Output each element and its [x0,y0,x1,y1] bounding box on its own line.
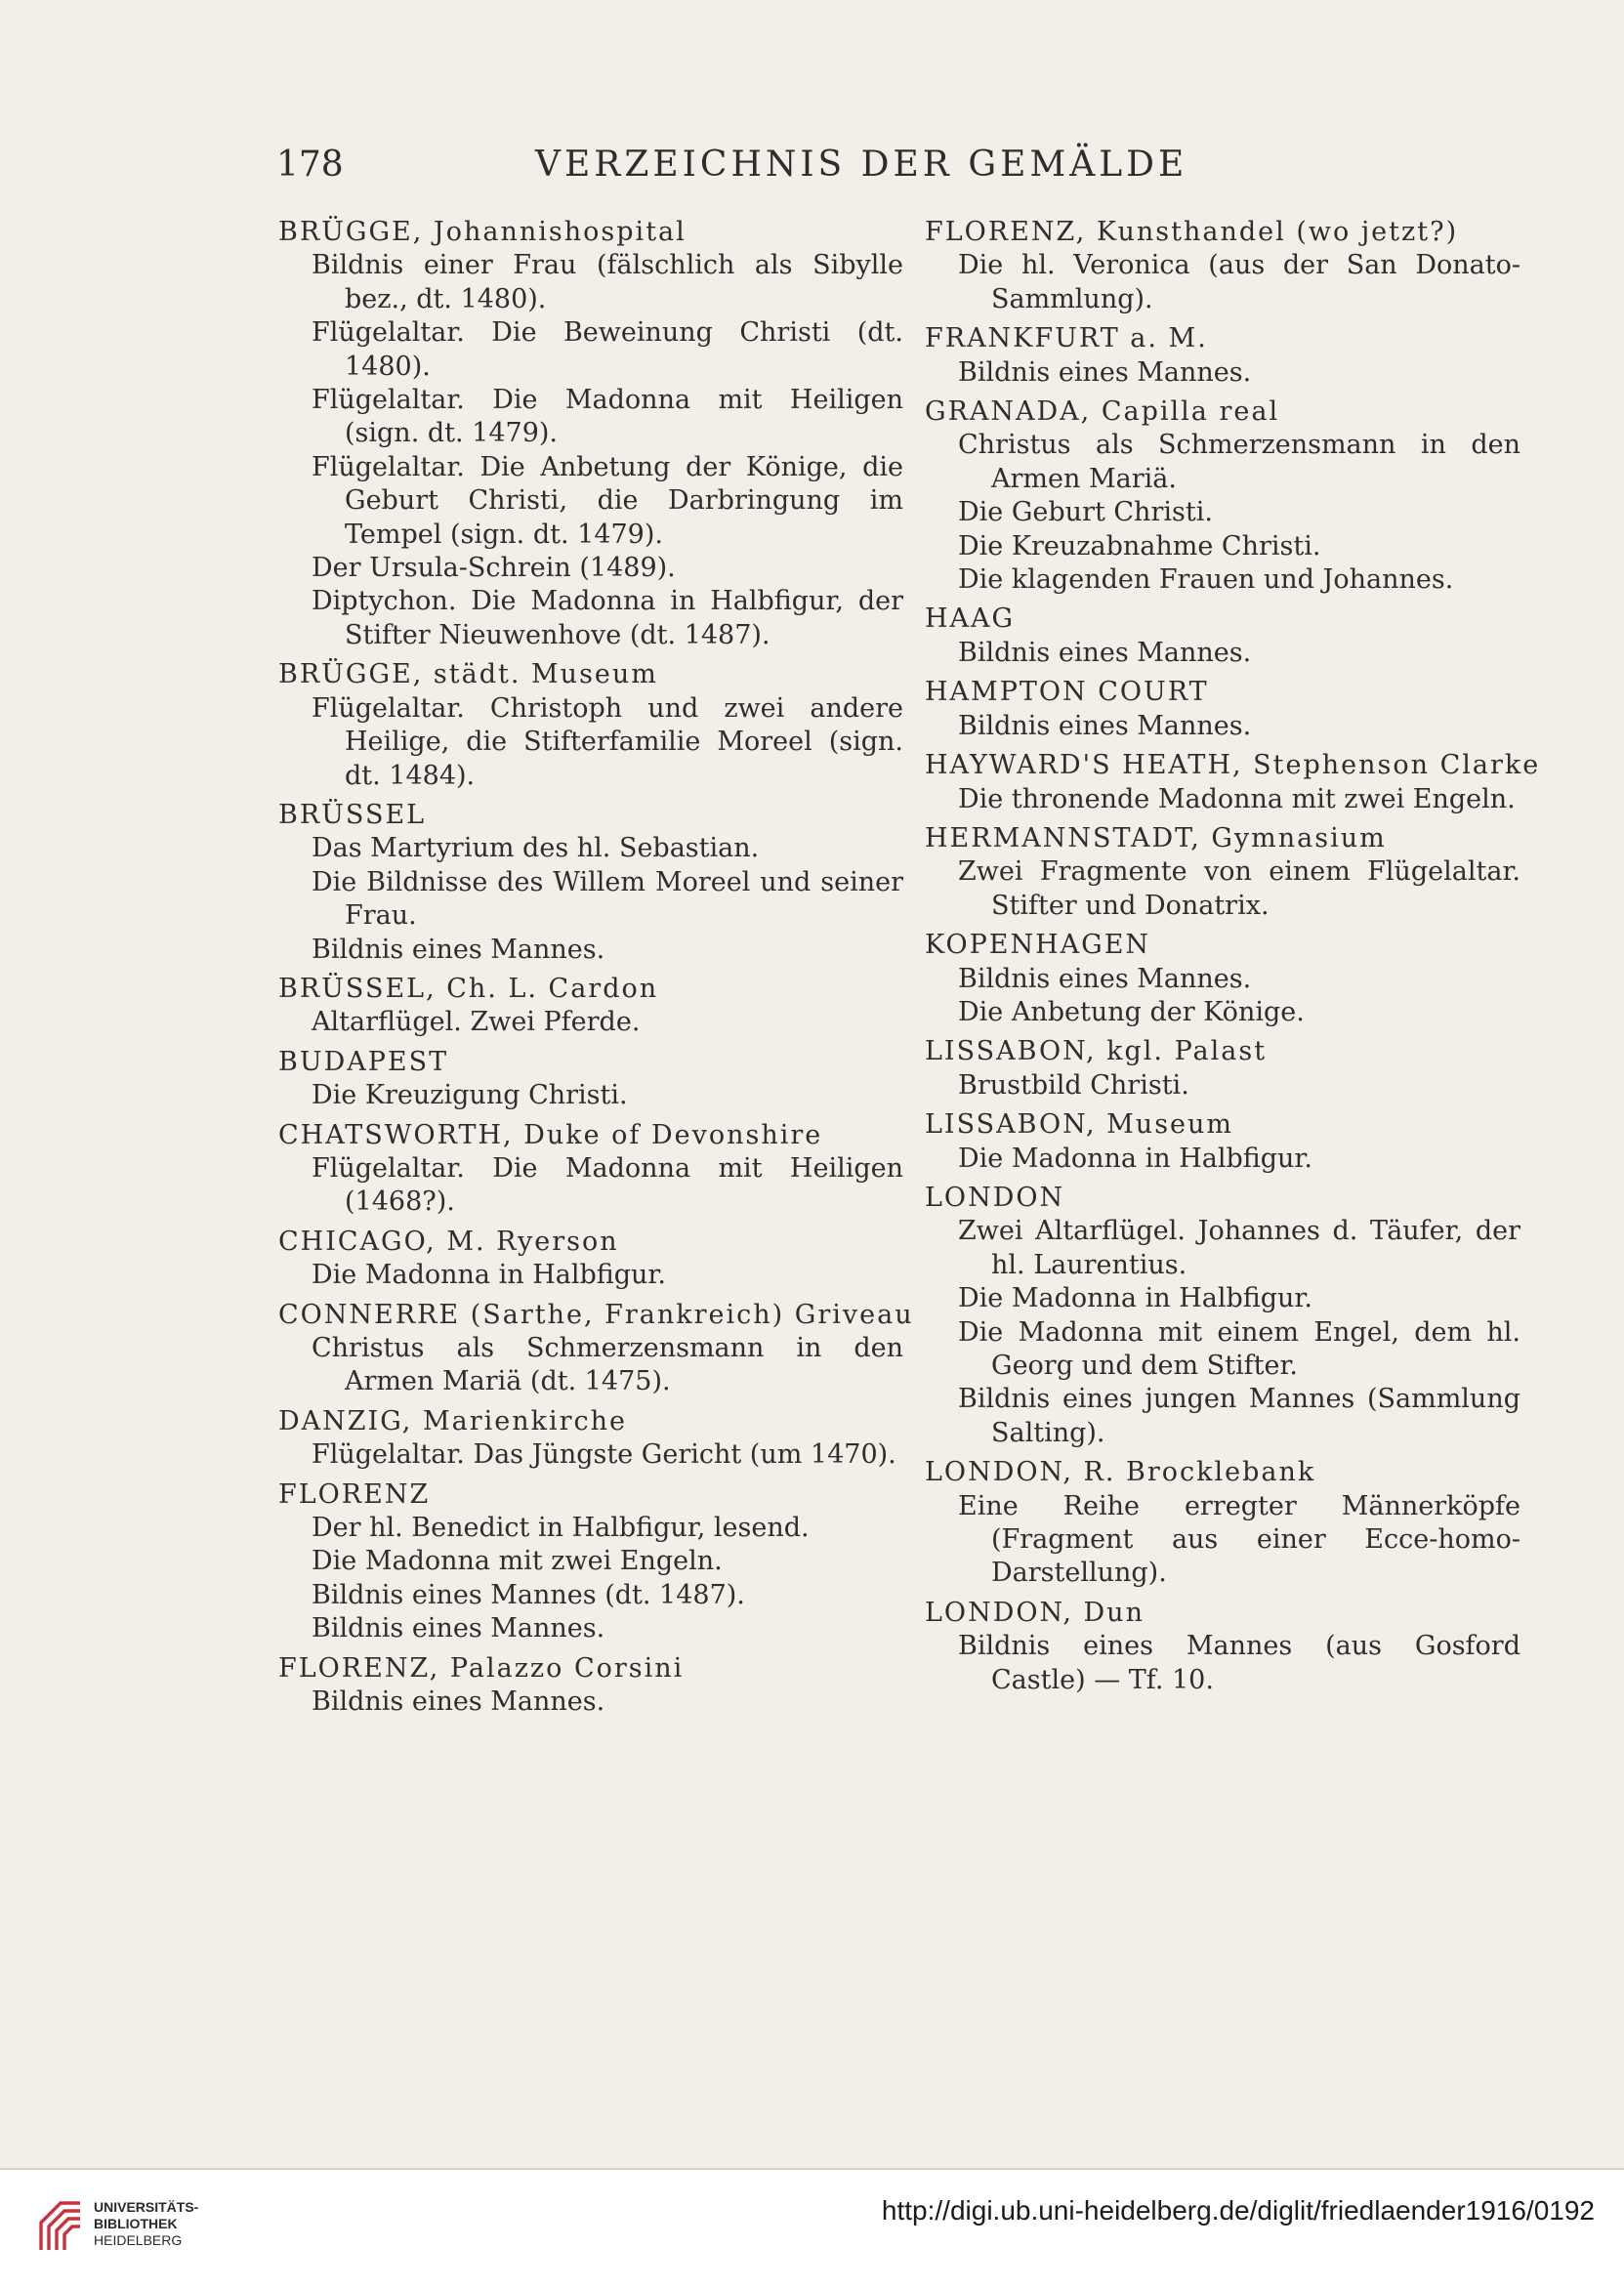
painting-entry: Zwei Altarflügel. Johannes d. Täufer, der hl. Laurentius. [958,1216,1520,1280]
place-heading: FLORENZ [278,1478,431,1510]
painting-entry: Bildnis eines Mannes. [958,963,1252,994]
index-entry [925,749,1541,816]
painting-entry: Die Anbetung der Könige. [958,996,1305,1027]
place-heading: FLORENZ, Palazzo Corsini [278,1652,685,1684]
source-url-link[interactable]: http://digi.ub.uni-heidelberg.de/diglit/friedlaender1916/0192 [881,2195,1595,2226]
index-entry [925,322,1520,390]
index-entry [925,1597,1520,1697]
place-heading: DANZIG, Marienkirche [278,1405,628,1436]
painting-entry: Flügelaltar. Die Madonna mit Heiligen (1468?). [312,1152,903,1218]
painting-entry: Bildnis eines Mannes. [312,1686,605,1718]
index-entry [925,676,1520,743]
library-name-line2: BIBLIOTHEK [94,2216,178,2231]
place-heading: KOPENHAGEN [925,930,1151,961]
painting-entry: Bildnis eines Mannes. [312,934,605,965]
painting-entry: Bildnis eines Mannes. [958,710,1252,741]
place-heading: BRÜGGE, Johannishospital [278,217,687,247]
place-heading: BRÜGGE, städt. Museum [278,659,658,690]
index-entry [278,1478,903,1646]
painting-entry: Die thronende Madonna mit zwei Engeln. [958,783,1516,814]
painting-entry: Brustbild Christi. [958,1069,1189,1101]
painting-entry: Bildnis einer Frau (fälschlich als Sibylle bez., dt. 1480). [312,250,903,314]
painting-entry: Das Martyrium des hl. Sebastian. [312,833,760,864]
index-entry [925,822,1520,923]
painting-entry: Altarflügel. Zwei Pferde. [312,1007,641,1038]
painting-entry: Der Ursula-Schrein (1489). [312,553,676,584]
place-heading: CONNERRE (Sarthe, Frankreich) Griveau [278,1299,914,1330]
ub-heidelberg-logo-icon[interactable] [35,2193,86,2256]
painting-entry: Eine Reihe erregter Männerköpfe (Fragment aus einer Ecce-homo-Darstellung). [958,1490,1520,1589]
painting-entry: Die Madonna in Halbfigur. [958,1143,1312,1174]
painting-entry: Flügelaltar. Die Anbetung der Könige, die Geburt Christi, die Darbringung im Tempel (sign. dt. 1479). [312,451,903,550]
painting-entry: Die Madonna mit zwei Engeln. [312,1546,723,1577]
place-heading: CHATSWORTH, Duke of Devonshire [278,1119,823,1150]
painting-entry: Bildnis eines Mannes. [312,1613,605,1644]
index-entry [925,929,1520,1029]
page-number: 178 [276,145,344,185]
index-entry [278,799,903,967]
place-heading: HERMANNSTADT, Gymnasium [925,822,1387,853]
index-entry [278,973,903,1040]
painting-entry: Flügelaltar. Die Madonna mit Heiligen (sign. dt. 1479). [312,385,903,449]
library-name-line3: HEIDELBERG [94,2232,183,2248]
painting-entry: Der hl. Benedict in Halbfigur, lesend. [312,1513,810,1544]
index-entry [925,216,1520,316]
painting-entry: Bildnis eines Mannes. [958,356,1252,388]
library-name[interactable] [94,2199,198,2249]
painting-entry: Die Madonna in Halbfigur. [312,1260,666,1291]
index-entry [925,603,1520,670]
page-title: VERZEICHNIS DER GEMÄLDE [535,145,1188,185]
index-entry [278,1046,903,1113]
painting-entry: Christus als Schmerzensmann in den Armen Mariä. [958,430,1520,494]
painting-entry: Die hl. Veronica (aus der San Donato-Sammlung). [958,250,1520,314]
place-heading: LISSABON, kgl. Palast [925,1036,1268,1067]
painting-entry: Bildnis eines Mannes (aus Gosford Castle) — Tf. 10. [958,1631,1520,1695]
place-heading: LONDON, R. Brocklebank [925,1457,1316,1488]
index-entry [278,1226,903,1293]
painting-entry: Flügelaltar. Christoph und zwei andere Heilige, die Stifterfamilie Moreel (sign. dt. 1484). [312,692,903,791]
index-entry [278,1119,903,1220]
painting-entry: Die Geburt Christi. [958,497,1213,528]
index-entry [278,1299,914,1399]
place-heading: FLORENZ, Kunsthandel (wo jetzt?) [925,217,1459,247]
painting-entry: Die Bildnisse des Willem Moreel und seiner Frau. [312,866,903,932]
index-entry [925,1035,1520,1103]
place-heading: HAMPTON COURT [925,677,1209,708]
page-header [276,145,1312,193]
place-heading: CHICAGO, M. Ryerson [278,1226,619,1257]
place-heading: LONDON [925,1182,1065,1213]
painting-entry: Die Madonna in Halbfigur. [958,1283,1312,1314]
painting-entry: Bildnis eines Mannes (dt. 1487). [312,1579,745,1610]
index-entry [925,1108,1520,1176]
place-heading: HAAG [925,603,1016,635]
painting-entry: Flügelaltar. Die Beweinung Christi (dt. 1480). [312,317,903,382]
index-entry [278,1405,903,1473]
index-entry [925,395,1520,597]
index-entry [925,1456,1520,1591]
place-heading: FRANKFURT a. M. [925,323,1208,354]
painting-entry: Die Kreuzigung Christi. [312,1080,628,1111]
right-column [925,216,1541,1703]
place-heading: BRÜSSEL [278,799,427,830]
place-heading: BRÜSSEL, Ch. L. Cardon [278,973,659,1004]
painting-entry: Bildnis eines jungen Mannes (Sammlung Salting). [958,1384,1520,1448]
painting-entry: Die Kreuzabnahme Christi. [958,530,1321,562]
painting-entry: Christus als Schmerzensmann in den Armen Mariä (dt. 1475). [312,1333,903,1397]
footer-bar [0,2168,1624,2289]
index-entry [925,1182,1520,1450]
painting-entry: Die klagenden Frauen und Johannes. [958,564,1454,596]
place-heading: HAYWARD'S HEATH, Stephenson Clarke [925,750,1541,781]
index-entry [278,216,903,652]
painting-entry: Bildnis eines Mannes. [958,637,1252,668]
index-entry [278,658,903,793]
library-name-line1: UNIVERSITÄTS- [94,2199,199,2215]
place-heading: LISSABON, Museum [925,1109,1234,1141]
left-column [278,216,914,1725]
index-entry [278,1652,903,1720]
place-heading: LONDON, Dun [925,1597,1145,1628]
painting-entry: Flügelaltar. Das Jüngste Gericht (um 1470). [312,1439,896,1471]
painting-entry: Die Madonna mit einem Engel, dem hl. Georg und dem Stifter. [958,1316,1520,1381]
place-heading: BUDAPEST [278,1046,449,1077]
painting-entry: Zwei Fragmente von einem Flügelaltar. Stifter und Donatrix. [958,856,1520,921]
painting-entry: Diptychon. Die Madonna in Halbfigur, der Stifter Nieuwenhove (dt. 1487). [312,586,903,650]
place-heading: GRANADA, Capilla real [925,396,1280,428]
